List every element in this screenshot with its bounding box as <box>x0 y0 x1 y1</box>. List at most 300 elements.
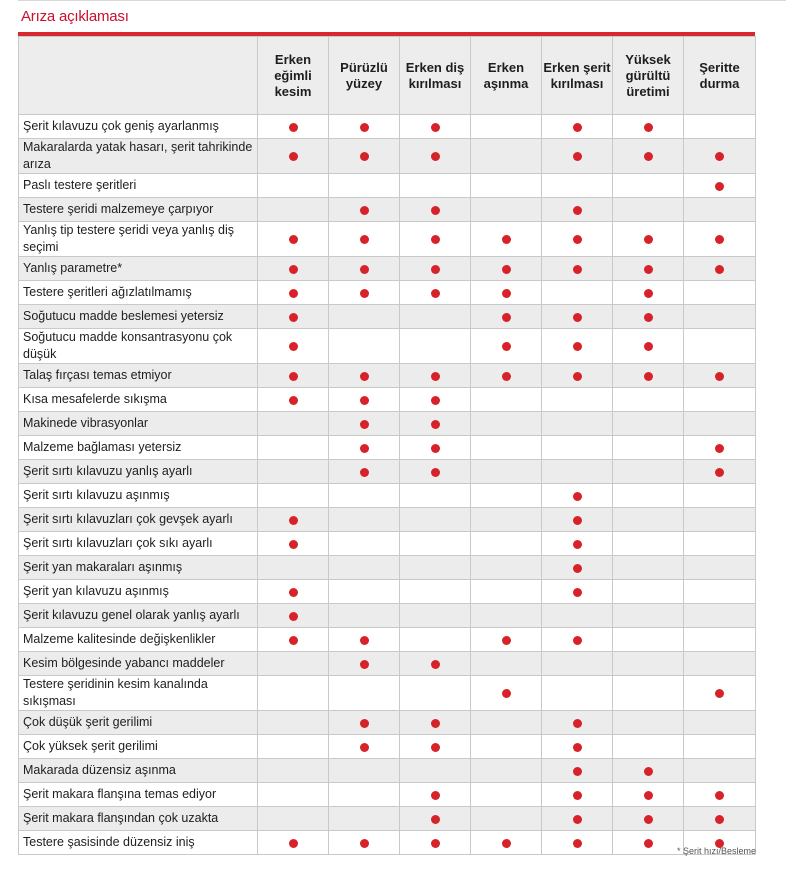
indicator-dot-icon <box>289 313 298 322</box>
indicator-cell <box>471 412 542 436</box>
indicator-cell <box>684 711 756 735</box>
indicator-cell <box>542 281 613 305</box>
indicator-cell <box>613 556 684 580</box>
table-row <box>19 484 756 508</box>
indicator-dot-icon <box>644 767 653 776</box>
table-row <box>19 628 756 652</box>
indicator-cell <box>542 711 613 735</box>
indicator-cell <box>329 139 400 174</box>
cause-cell: Şerit sırtı kılavuzu aşınmış <box>19 484 258 508</box>
table-row <box>19 198 756 222</box>
indicator-dot-icon <box>360 839 369 848</box>
cause-cell: Testere şeridinin kesim kanalında sıkışması <box>19 676 258 711</box>
top-rule <box>18 0 786 1</box>
column-header: Pürüzlü yüzey <box>329 37 400 115</box>
indicator-cell <box>400 257 471 281</box>
indicator-cell <box>471 508 542 532</box>
indicator-dot-icon <box>431 123 440 132</box>
indicator-cell <box>400 460 471 484</box>
indicator-cell <box>400 735 471 759</box>
indicator-dot-icon <box>289 289 298 298</box>
indicator-cell <box>400 174 471 198</box>
indicator-cell <box>613 329 684 364</box>
indicator-cell <box>471 329 542 364</box>
indicator-cell <box>542 735 613 759</box>
column-header: Erken diş kırılması <box>400 37 471 115</box>
cause-cell: Testere şeridi malzemeye çarpıyor <box>19 198 258 222</box>
indicator-dot-icon <box>573 313 582 322</box>
indicator-cell <box>329 735 400 759</box>
indicator-cell <box>613 305 684 329</box>
indicator-cell <box>684 783 756 807</box>
indicator-cell <box>258 412 329 436</box>
table-row <box>19 412 756 436</box>
indicator-dot-icon <box>431 152 440 161</box>
cause-cell: Şerit kılavuzu genel olarak yanlış ayarlı <box>19 604 258 628</box>
indicator-cell <box>613 759 684 783</box>
indicator-dot-icon <box>715 468 724 477</box>
cause-cell: Çok yüksek şerit gerilimi <box>19 735 258 759</box>
header-row <box>19 37 756 115</box>
indicator-cell <box>471 364 542 388</box>
indicator-dot-icon <box>502 265 511 274</box>
indicator-cell <box>542 436 613 460</box>
indicator-cell <box>258 676 329 711</box>
indicator-dot-icon <box>573 588 582 597</box>
indicator-cell <box>471 174 542 198</box>
indicator-cell <box>613 388 684 412</box>
indicator-cell <box>542 329 613 364</box>
indicator-dot-icon <box>360 468 369 477</box>
indicator-cell <box>400 759 471 783</box>
indicator-dot-icon <box>573 372 582 381</box>
indicator-cell <box>471 628 542 652</box>
table-row <box>19 711 756 735</box>
indicator-cell <box>471 115 542 139</box>
cause-cell: Soğutucu madde beslemesi yetersiz <box>19 305 258 329</box>
indicator-cell <box>258 305 329 329</box>
indicator-cell <box>542 628 613 652</box>
indicator-cell <box>684 436 756 460</box>
indicator-cell <box>684 329 756 364</box>
indicator-dot-icon <box>715 815 724 824</box>
indicator-cell <box>258 759 329 783</box>
column-header: Şeritte durma <box>684 37 756 115</box>
indicator-cell <box>684 556 756 580</box>
indicator-cell <box>400 711 471 735</box>
indicator-cell <box>684 460 756 484</box>
indicator-dot-icon <box>289 588 298 597</box>
indicator-cell <box>684 115 756 139</box>
indicator-dot-icon <box>431 791 440 800</box>
indicator-dot-icon <box>360 372 369 381</box>
indicator-dot-icon <box>502 689 511 698</box>
indicator-cell <box>542 257 613 281</box>
indicator-cell <box>613 139 684 174</box>
cause-cell: Kesim bölgesinde yabancı maddeler <box>19 652 258 676</box>
indicator-dot-icon <box>715 152 724 161</box>
indicator-cell <box>471 759 542 783</box>
column-header: Erken eğimli kesim <box>258 37 329 115</box>
indicator-dot-icon <box>289 372 298 381</box>
indicator-cell <box>329 281 400 305</box>
indicator-cell <box>613 115 684 139</box>
indicator-cell <box>258 831 329 855</box>
indicator-cell <box>613 222 684 257</box>
indicator-dot-icon <box>360 743 369 752</box>
indicator-cell <box>542 831 613 855</box>
indicator-dot-icon <box>289 123 298 132</box>
cause-cell: Şerit makara flanşına temas ediyor <box>19 783 258 807</box>
indicator-dot-icon <box>573 540 582 549</box>
indicator-dot-icon <box>573 743 582 752</box>
indicator-dot-icon <box>715 182 724 191</box>
indicator-cell <box>684 652 756 676</box>
cause-cell: Şerit sırtı kılavuzu yanlış ayarlı <box>19 460 258 484</box>
indicator-cell <box>542 364 613 388</box>
indicator-cell <box>258 436 329 460</box>
indicator-cell <box>471 257 542 281</box>
table-row <box>19 735 756 759</box>
table-row <box>19 115 756 139</box>
indicator-cell <box>613 198 684 222</box>
indicator-dot-icon <box>289 839 298 848</box>
indicator-cell <box>613 281 684 305</box>
indicator-cell <box>684 222 756 257</box>
indicator-cell <box>613 412 684 436</box>
indicator-cell <box>542 115 613 139</box>
indicator-cell <box>400 508 471 532</box>
indicator-cell <box>542 556 613 580</box>
table-row <box>19 831 756 855</box>
indicator-cell <box>684 508 756 532</box>
cause-cell: Malzeme bağlaması yetersiz <box>19 436 258 460</box>
table-body <box>19 115 756 855</box>
indicator-cell <box>542 198 613 222</box>
indicator-cell <box>400 364 471 388</box>
table-row <box>19 556 756 580</box>
indicator-cell <box>329 388 400 412</box>
indicator-cell <box>258 460 329 484</box>
indicator-dot-icon <box>573 767 582 776</box>
indicator-dot-icon <box>360 235 369 244</box>
indicator-dot-icon <box>431 372 440 381</box>
indicator-cell <box>684 257 756 281</box>
indicator-cell <box>613 831 684 855</box>
indicator-cell <box>613 652 684 676</box>
indicator-dot-icon <box>644 839 653 848</box>
indicator-dot-icon <box>289 235 298 244</box>
cause-cell: Makaralarda yatak hasarı, şerit tahrikinde arıza <box>19 139 258 174</box>
table-row <box>19 508 756 532</box>
cause-cell: Yanlış parametre* <box>19 257 258 281</box>
indicator-cell <box>684 580 756 604</box>
indicator-cell <box>471 831 542 855</box>
table-row <box>19 329 756 364</box>
indicator-dot-icon <box>573 815 582 824</box>
indicator-cell <box>400 580 471 604</box>
indicator-dot-icon <box>573 206 582 215</box>
indicator-cell <box>684 484 756 508</box>
indicator-cell <box>542 532 613 556</box>
indicator-cell <box>400 807 471 831</box>
indicator-cell <box>329 305 400 329</box>
indicator-cell <box>542 676 613 711</box>
indicator-cell <box>258 556 329 580</box>
indicator-cell <box>684 198 756 222</box>
indicator-cell <box>329 580 400 604</box>
indicator-dot-icon <box>289 612 298 621</box>
indicator-cell <box>613 580 684 604</box>
indicator-cell <box>329 329 400 364</box>
indicator-cell <box>258 508 329 532</box>
indicator-cell <box>329 174 400 198</box>
indicator-dot-icon <box>573 492 582 501</box>
indicator-cell <box>400 484 471 508</box>
indicator-dot-icon <box>573 123 582 132</box>
indicator-cell <box>258 115 329 139</box>
table-row <box>19 364 756 388</box>
table-row <box>19 281 756 305</box>
indicator-cell <box>471 735 542 759</box>
indicator-dot-icon <box>431 206 440 215</box>
table-row <box>19 783 756 807</box>
indicator-dot-icon <box>644 313 653 322</box>
indicator-cell <box>329 604 400 628</box>
indicator-cell <box>329 556 400 580</box>
indicator-dot-icon <box>644 372 653 381</box>
indicator-cell <box>400 329 471 364</box>
indicator-cell <box>542 484 613 508</box>
indicator-dot-icon <box>715 235 724 244</box>
indicator-cell <box>258 174 329 198</box>
indicator-cell <box>400 139 471 174</box>
indicator-dot-icon <box>360 206 369 215</box>
indicator-cell <box>542 652 613 676</box>
indicator-dot-icon <box>573 839 582 848</box>
header-corner-cell <box>19 37 258 115</box>
column-header: Erken şerit kırılması <box>542 37 613 115</box>
indicator-cell <box>613 508 684 532</box>
indicator-cell <box>471 198 542 222</box>
fault-table <box>18 36 756 855</box>
indicator-cell <box>471 652 542 676</box>
indicator-cell <box>684 388 756 412</box>
indicator-dot-icon <box>715 689 724 698</box>
indicator-dot-icon <box>431 396 440 405</box>
indicator-dot-icon <box>289 152 298 161</box>
indicator-cell <box>542 604 613 628</box>
indicator-dot-icon <box>573 516 582 525</box>
cause-cell: Şerit sırtı kılavuzları çok sıkı ayarlı <box>19 532 258 556</box>
indicator-cell <box>400 222 471 257</box>
cause-cell: Çok düşük şerit gerilimi <box>19 711 258 735</box>
indicator-cell <box>471 556 542 580</box>
indicator-dot-icon <box>289 636 298 645</box>
indicator-cell <box>329 676 400 711</box>
cause-cell: Yanlış tip testere şeridi veya yanlış diş seçimi <box>19 222 258 257</box>
indicator-cell <box>471 532 542 556</box>
table-row <box>19 676 756 711</box>
indicator-cell <box>684 174 756 198</box>
indicator-dot-icon <box>573 235 582 244</box>
cause-cell: Testere şasisinde düzensiz iniş <box>19 831 258 855</box>
column-header: Yüksek gürültü üretimi <box>613 37 684 115</box>
indicator-dot-icon <box>360 265 369 274</box>
table-row <box>19 532 756 556</box>
indicator-cell <box>329 257 400 281</box>
table-row <box>19 257 756 281</box>
indicator-cell <box>684 807 756 831</box>
table-row <box>19 652 756 676</box>
indicator-dot-icon <box>289 265 298 274</box>
indicator-cell <box>684 759 756 783</box>
indicator-cell <box>258 652 329 676</box>
indicator-cell <box>400 604 471 628</box>
indicator-dot-icon <box>502 313 511 322</box>
indicator-dot-icon <box>502 289 511 298</box>
indicator-dot-icon <box>573 152 582 161</box>
cause-cell: Makinede vibrasyonlar <box>19 412 258 436</box>
indicator-dot-icon <box>502 636 511 645</box>
indicator-dot-icon <box>431 420 440 429</box>
indicator-cell <box>613 174 684 198</box>
cause-cell: Talaş fırçası temas etmiyor <box>19 364 258 388</box>
indicator-dot-icon <box>289 516 298 525</box>
indicator-cell <box>329 222 400 257</box>
table-row <box>19 222 756 257</box>
indicator-cell <box>400 831 471 855</box>
cause-cell: Makarada düzensiz aşınma <box>19 759 258 783</box>
indicator-dot-icon <box>715 444 724 453</box>
indicator-cell <box>613 735 684 759</box>
indicator-cell <box>329 508 400 532</box>
indicator-cell <box>329 532 400 556</box>
cause-cell: Paslı testere şeritleri <box>19 174 258 198</box>
indicator-cell <box>471 676 542 711</box>
column-header: Erken aşınma <box>471 37 542 115</box>
indicator-cell <box>258 257 329 281</box>
indicator-cell <box>258 364 329 388</box>
indicator-cell <box>329 436 400 460</box>
indicator-dot-icon <box>360 396 369 405</box>
indicator-dot-icon <box>431 660 440 669</box>
indicator-dot-icon <box>644 791 653 800</box>
indicator-dot-icon <box>431 235 440 244</box>
indicator-dot-icon <box>360 719 369 728</box>
cause-cell: Malzeme kalitesinde değişkenlikler <box>19 628 258 652</box>
indicator-cell <box>329 460 400 484</box>
indicator-cell <box>471 222 542 257</box>
indicator-dot-icon <box>431 815 440 824</box>
indicator-cell <box>329 831 400 855</box>
indicator-cell <box>329 759 400 783</box>
indicator-cell <box>400 556 471 580</box>
indicator-dot-icon <box>573 791 582 800</box>
table-row <box>19 759 756 783</box>
indicator-cell <box>613 364 684 388</box>
indicator-cell <box>400 652 471 676</box>
indicator-cell <box>400 783 471 807</box>
indicator-cell <box>542 305 613 329</box>
indicator-cell <box>613 676 684 711</box>
indicator-dot-icon <box>644 265 653 274</box>
indicator-dot-icon <box>573 342 582 351</box>
indicator-cell <box>329 198 400 222</box>
indicator-cell <box>684 281 756 305</box>
indicator-cell <box>613 436 684 460</box>
indicator-cell <box>613 460 684 484</box>
cause-cell: Şerit yan kılavuzu aşınmış <box>19 580 258 604</box>
indicator-cell <box>542 759 613 783</box>
indicator-cell <box>400 281 471 305</box>
indicator-cell <box>684 305 756 329</box>
cause-cell: Soğutucu madde konsantrasyonu çok düşük <box>19 329 258 364</box>
indicator-dot-icon <box>502 235 511 244</box>
indicator-cell <box>258 388 329 412</box>
indicator-cell <box>471 783 542 807</box>
indicator-cell <box>471 484 542 508</box>
indicator-dot-icon <box>573 719 582 728</box>
indicator-cell <box>258 484 329 508</box>
indicator-cell <box>329 783 400 807</box>
table-row <box>19 388 756 412</box>
indicator-cell <box>329 711 400 735</box>
indicator-dot-icon <box>360 660 369 669</box>
cause-cell: Şerit kılavuzu çok geniş ayarlanmış <box>19 115 258 139</box>
indicator-dot-icon <box>431 468 440 477</box>
indicator-dot-icon <box>502 372 511 381</box>
indicator-cell <box>542 580 613 604</box>
indicator-cell <box>400 436 471 460</box>
indicator-dot-icon <box>644 235 653 244</box>
indicator-cell <box>471 305 542 329</box>
indicator-cell <box>400 388 471 412</box>
indicator-dot-icon <box>289 396 298 405</box>
indicator-cell <box>329 628 400 652</box>
indicator-dot-icon <box>431 719 440 728</box>
indicator-cell <box>400 305 471 329</box>
table-row <box>19 580 756 604</box>
indicator-cell <box>471 436 542 460</box>
indicator-cell <box>613 484 684 508</box>
indicator-dot-icon <box>644 815 653 824</box>
indicator-cell <box>329 115 400 139</box>
indicator-cell <box>258 281 329 305</box>
indicator-cell <box>400 532 471 556</box>
indicator-cell <box>471 281 542 305</box>
indicator-cell <box>684 676 756 711</box>
footnote: * Şerit hızı/Besleme <box>676 846 756 856</box>
indicator-cell <box>471 580 542 604</box>
indicator-dot-icon <box>360 289 369 298</box>
indicator-cell <box>258 329 329 364</box>
indicator-cell <box>613 807 684 831</box>
indicator-cell <box>471 604 542 628</box>
indicator-dot-icon <box>360 152 369 161</box>
indicator-cell <box>258 222 329 257</box>
indicator-cell <box>471 388 542 412</box>
indicator-cell <box>613 604 684 628</box>
cause-cell: Şerit yan makaraları aşınmış <box>19 556 258 580</box>
indicator-dot-icon <box>431 289 440 298</box>
indicator-cell <box>542 174 613 198</box>
indicator-dot-icon <box>715 265 724 274</box>
indicator-dot-icon <box>573 265 582 274</box>
indicator-dot-icon <box>289 540 298 549</box>
indicator-cell <box>400 115 471 139</box>
indicator-cell <box>542 460 613 484</box>
